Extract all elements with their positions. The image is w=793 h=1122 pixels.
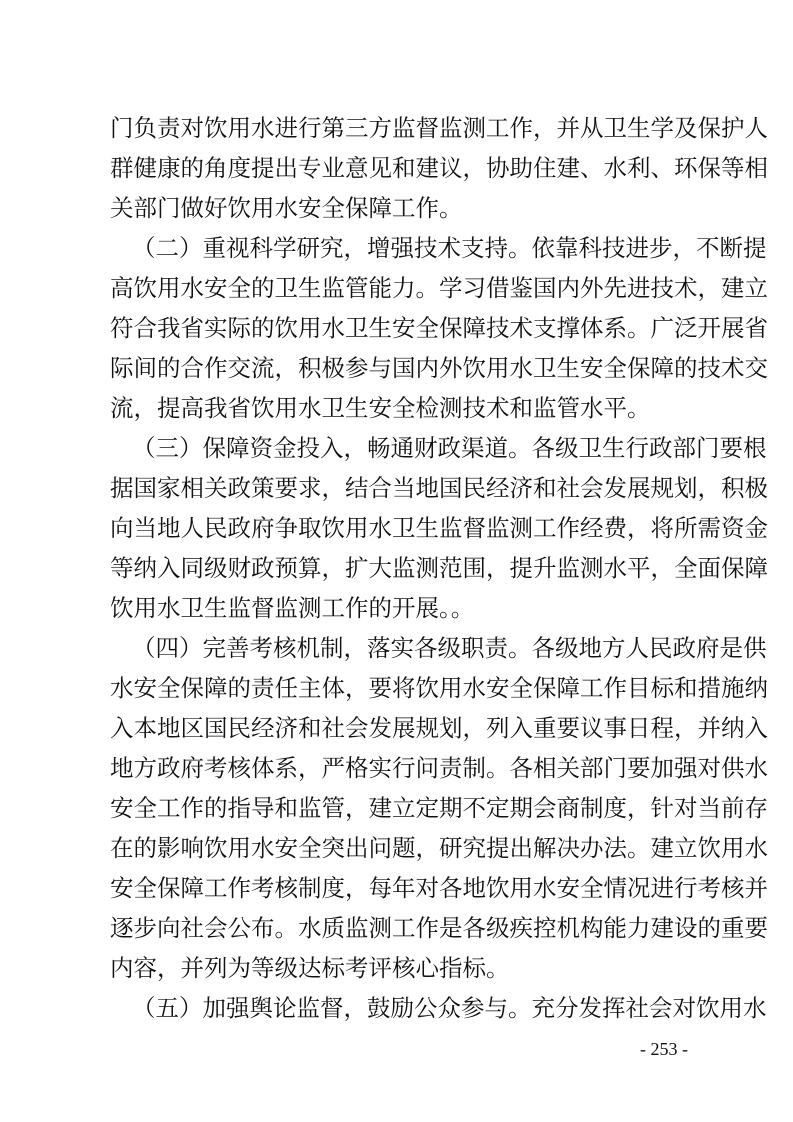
text-line: 逐步向社会公布。水质监测工作是各级疾控机构能力建设的重要 (110, 914, 768, 942)
text-line: 际间的合作交流，积极参与国内外饮用水卫生安全保障的技术交 (110, 354, 768, 382)
text-line: 安全工作的指导和监管，建立定期不定期会商制度，针对当前存 (110, 794, 768, 822)
text-line: 据国家相关政策要求，结合当地国民经济和社会发展规划，积极 (110, 474, 768, 502)
section-heading-line: （二）重视科学研究，增强技术支持。依靠科技进步，不断提 (132, 234, 767, 262)
text-line: 内容，并列为等级达标考评核心指标。 (110, 954, 510, 982)
text-line: 关部门做好饮用水安全保障工作。 (110, 194, 463, 222)
text-line: 等纳入同级财政预算，扩大监测范围，提升监测水平，全面保障 (110, 554, 768, 582)
text-line: 门负责对饮用水进行第三方监督监测工作，并从卫生学及保护人 (110, 114, 768, 142)
section-heading-line: （四）完善考核机制，落实各级职责。各级地方人民政府是供 (132, 634, 767, 662)
page-number: - 253 - (640, 1039, 688, 1059)
text-line: 符合我省实际的饮用水卫生安全保障技术支撑体系。广泛开展省 (110, 314, 768, 342)
text-line: 水安全保障的责任主体，要将饮用水安全保障工作目标和措施纳 (110, 674, 768, 702)
text-line: 安全保障工作考核制度，每年对各地饮用水安全情况进行考核并 (110, 874, 768, 902)
text-line: 地方政府考核体系，严格实行问责制。各相关部门要加强对供水 (110, 754, 768, 782)
text-line: 向当地人民政府争取饮用水卫生监督监测工作经费，将所需资金 (110, 514, 768, 542)
text-line: 入本地区国民经济和社会发展规划，列入重要议事日程，并纳入 (110, 714, 768, 742)
text-line: 在的影响饮用水安全突出问题，研究提出解决办法。建立饮用水 (110, 834, 768, 862)
text-line: 高饮用水安全的卫生监管能力。学习借鉴国内外先进技术，建立 (110, 274, 768, 302)
text-line: 流，提高我省饮用水卫生安全检测技术和监管水平。 (110, 394, 651, 422)
section-heading-line: （三）保障资金投入，畅通财政渠道。各级卫生行政部门要根 (132, 434, 767, 462)
text-line: 群健康的角度提出专业意见和建议，协助住建、水利、环保等相 (110, 154, 768, 182)
text-line: 饮用水卫生监督监测工作的开展。。 (110, 594, 475, 622)
section-heading-line: （五）加强舆论监督，鼓励公众参与。充分发挥社会对饮用水 (132, 994, 767, 1022)
